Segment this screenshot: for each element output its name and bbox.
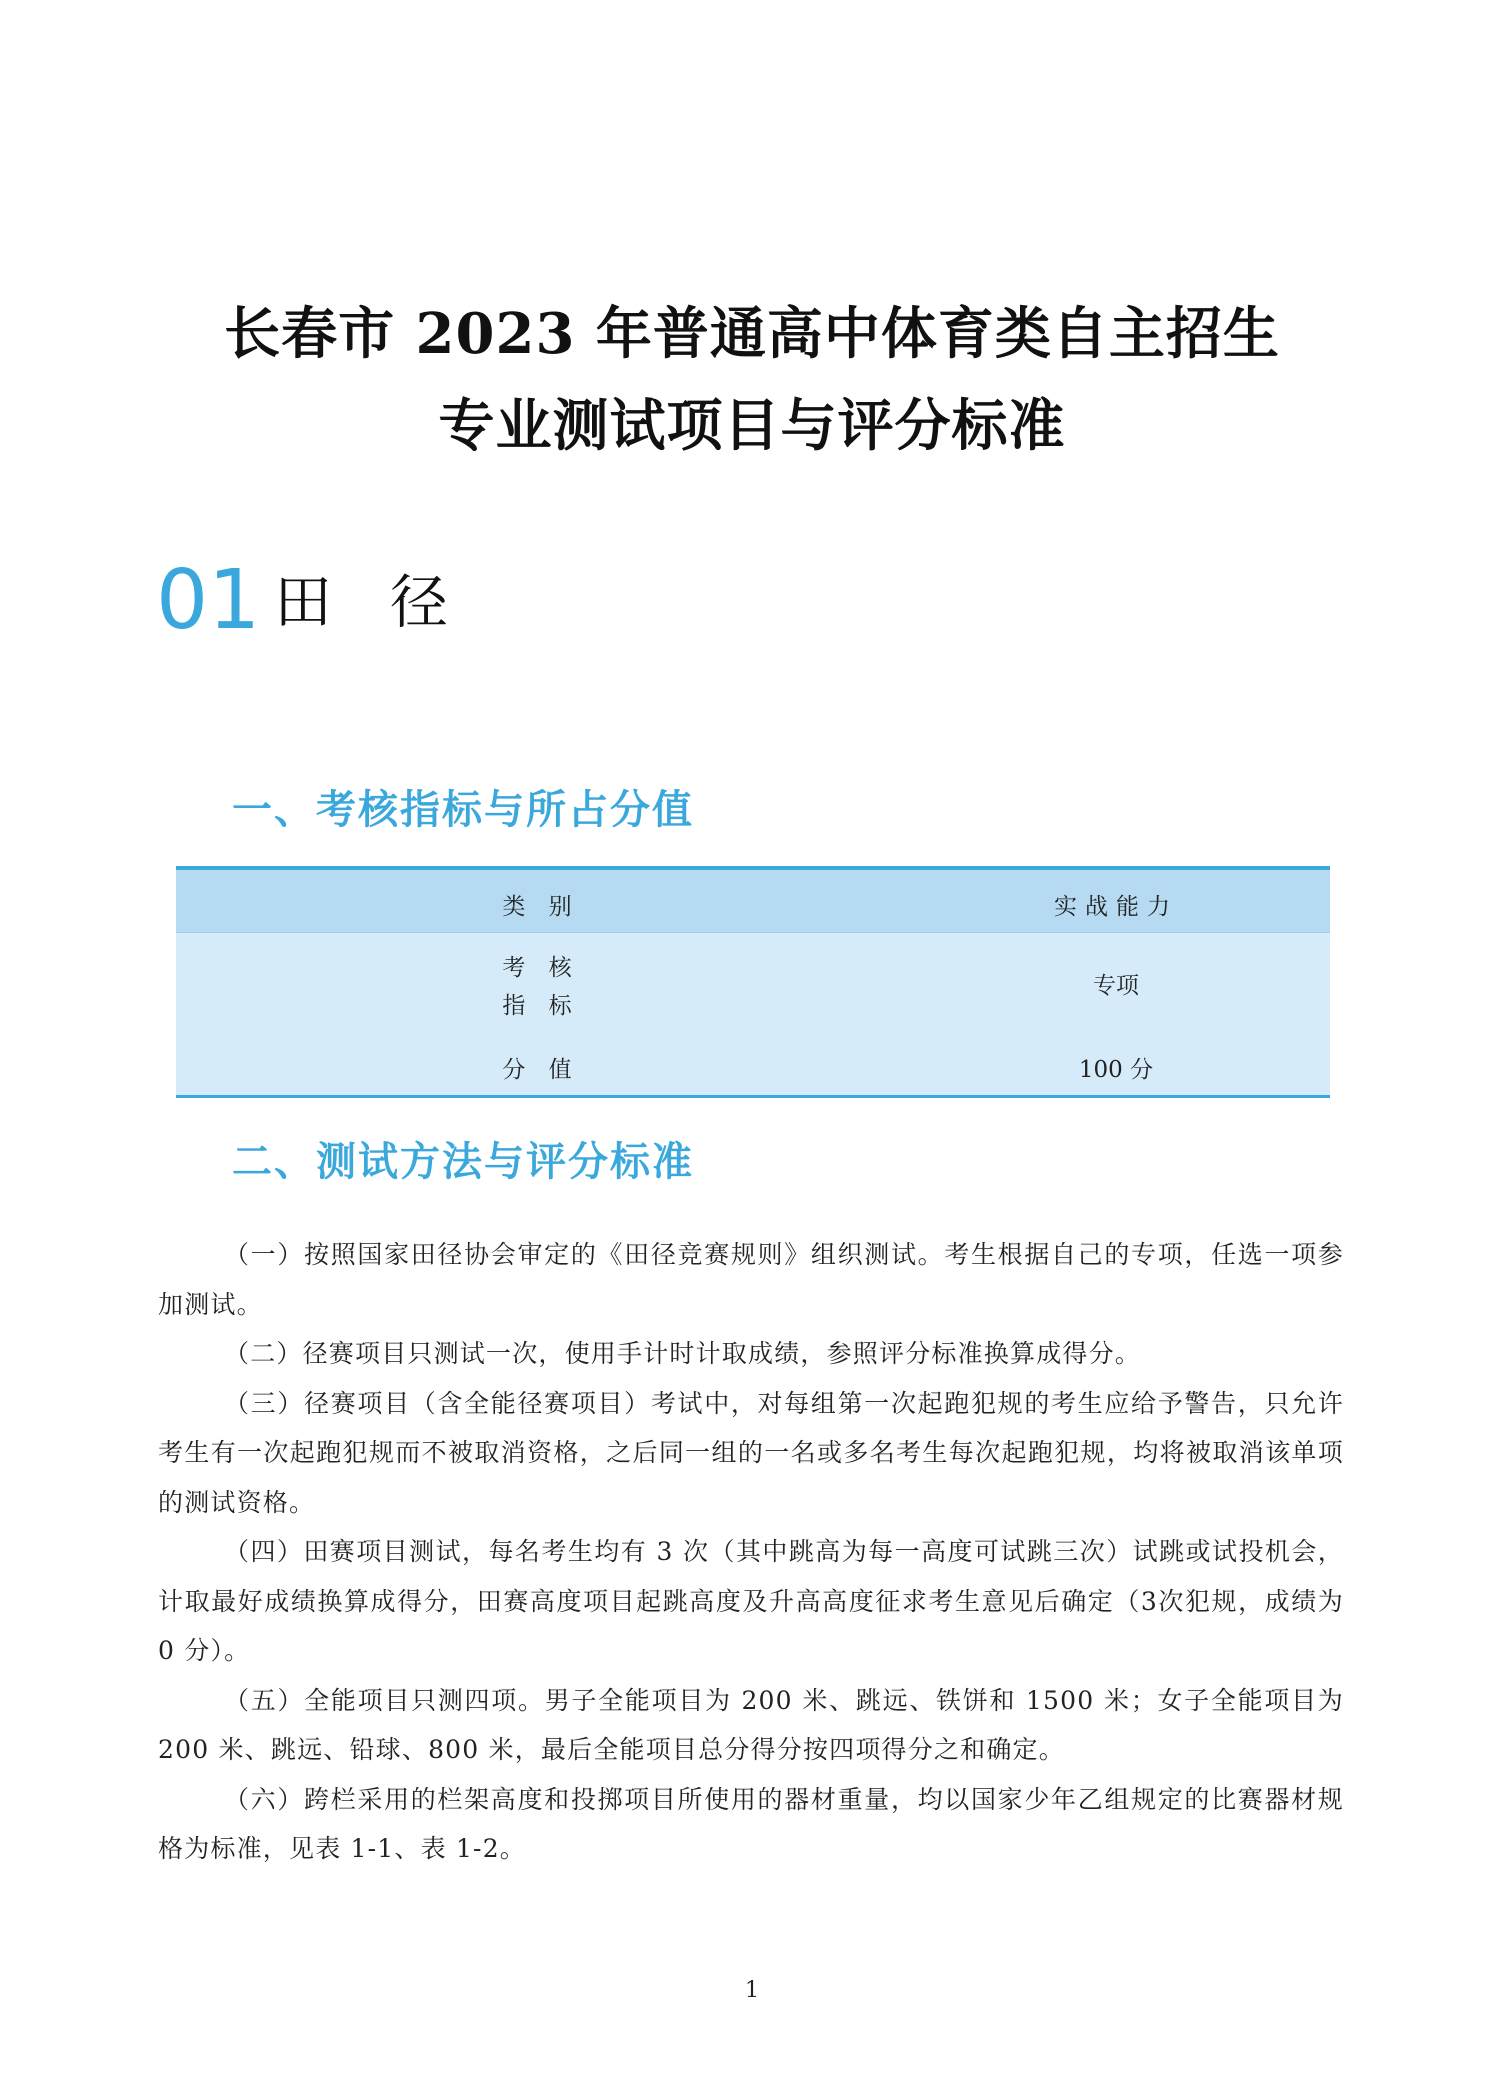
table-cell-score-value: 100 分: [1078, 1057, 1154, 1083]
section-heading-2: 二、测试方法与评分标准: [232, 1139, 694, 1185]
paragraph-5: （五）全能项目只测四项。男子全能项目为 200 米、跳远、铁饼和 1500 米；女子全能项目为 200 米、跳远、铅球、800 米，最后全能项目总分得分按四项得分之和确定。: [158, 1685, 1344, 1764]
table-header-category: 类 别: [502, 894, 580, 920]
paragraph-6: （六）跨栏采用的栏架高度和投掷项目所使用的器材重量，均以国家少年乙组规定的比赛器材规格为标准，见表 1-1、表 1-2。: [158, 1784, 1344, 1863]
table-header-ability: 实战能力: [1054, 894, 1178, 920]
page-number: 1: [745, 1978, 759, 2003]
table-cell-indicator-value: 专项: [1093, 973, 1139, 999]
chapter-number: 01: [156, 553, 261, 648]
paragraph-3: （三）径赛项目（含全能径赛项目）考试中，对每组第一次起跑犯规的考生应给予警告，只允许考生有一次起跑犯规而不被取消资格，之后同一组的一名或多名考生每次起跑犯规，均将被取消该单项的测试资格。: [158, 1388, 1344, 1517]
table-cell-indicator-label-2: 指 标: [502, 993, 580, 1019]
table-cell-indicator-label-1: 考 核: [502, 955, 580, 981]
paragraph-4: （四）田赛项目测试，每名考生均有 3 次（其中跳高为每一高度可试跳三次）试跳或试投机会，计取最好成绩换算成得分，田赛高度项目起跳高度及升高高度征求考生意见后确定（3次犯规，成绩为 0 分）。: [158, 1537, 1344, 1665]
paragraph-1: （一）按照国家田径协会审定的《田径竞赛规则》组织测试。考生根据自己的专项，任选一项参加测试。: [158, 1240, 1344, 1319]
document-title-line2: 专业测试项目与评分标准: [438, 393, 1066, 459]
score-table: [176, 866, 1330, 1098]
table-header-row: [176, 870, 1330, 932]
section-heading-1: 一、考核指标与所占分值: [232, 787, 694, 833]
chapter-title: 田径: [274, 568, 507, 636]
table-cell-score-label: 分 值: [502, 1057, 580, 1083]
paragraph-2: （二）径赛项目只测试一次，使用手计时计取成绩，参照评分标准换算成得分。: [224, 1339, 1142, 1368]
table-body: [176, 932, 1330, 1095]
document-title-line1: 长春市 2023 年普通高中体育类自主招生: [224, 301, 1280, 367]
body-text: [158, 1230, 1344, 1874]
